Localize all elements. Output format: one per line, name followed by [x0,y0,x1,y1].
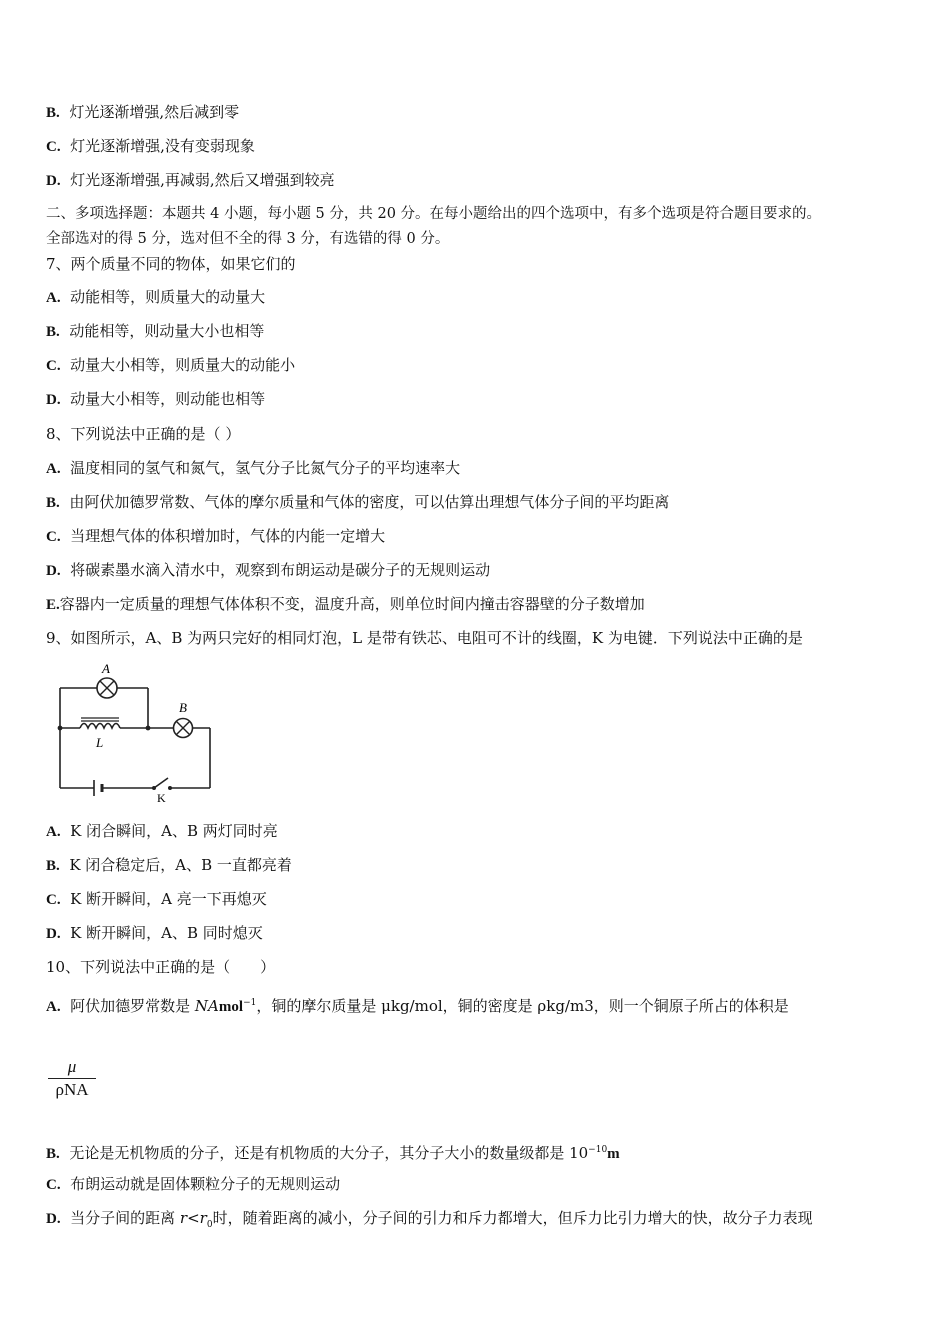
q10-option-c: C. 布朗运动就是固体颗粒分子的无规则运动 [46,1175,341,1193]
q6-option-c: C. 灯光逐渐增强,没有变弱现象 [46,137,255,155]
q9-option-d: D. K 断开瞬间，A、B 同时熄灭 [46,924,263,942]
volume-fraction [48,1058,96,1099]
q7-option-c: C. 动量大小相等，则质量大的动能小 [46,356,296,374]
q8-stem: 8、下列说法中正确的是（ ） [46,425,241,443]
q6-option-d: D. 灯光逐渐增强,再减弱,然后又增强到较亮 [46,171,335,189]
q9-stem: 9、如图所示，A、B 为两只完好的相同灯泡，L 是带有铁芯、电阻可不计的线圈，K 为电键．下列说法中正确的是 [46,629,803,647]
q7-option-b: B. 动能相等，则动量大小也相等 [46,322,265,340]
label-b: B [179,700,187,715]
q9-option-c: C. K 断开瞬间，A 亮一下再熄灭 [46,890,267,908]
q10-stem: 10、下列说法中正确的是（ ） [46,958,276,976]
q8-option-d: D. 将碳素墨水滴入清水中，观察到布朗运动是碳分子的无规则运动 [46,561,491,579]
fraction-bar [48,1078,96,1079]
fraction-numerator: μ [67,1057,77,1076]
label-a: A [102,661,110,676]
q10-option-b: B. 无论是无机物质的分子，还是有机物质的大分子，其分子大小的数量级都是 $10^{-10}m$ [46,1144,620,1162]
q10-option-d: D. 当分子间的距离 $r<r_0$时，随着距离的减小，分子间的引力和斥力都增大，但斥力比引力增大的快，故分子力表现 [46,1209,813,1230]
fraction-denominator: ρNA [55,1080,89,1099]
q8-option-c: C. 当理想气体的体积增加时，气体的内能一定增大 [46,527,386,545]
q8-option-a: A. 温度相同的氢气和氮气，氢气分子比氮气分子的平均速率大 [46,459,461,477]
q8-option-e: E.容器内一定质量的理想气体体积不变，温度升高，则单位时间内撞击容器壁的分子数增加 [46,595,645,613]
lamp-b-icon [174,719,193,738]
q9-option-a: A. K 闭合瞬间，A、B 两灯同时亮 [46,822,278,840]
q9-option-b: B. K 闭合稳定后，A、B 一直都亮着 [46,856,292,874]
section2-heading: 二、多项选择题：本题共 4 小题，每小题 5 分，共 20 分。在每小题给出的四个选项中，有多个选项是符合题目要求的。 [46,206,822,222]
q7-option-d: D. 动量大小相等，则动能也相等 [46,390,266,408]
section2-heading-line2: 全部选对的得 5 分，选对但不全的得 3 分，有选错的得 0 分。 [46,231,450,247]
q10-option-a: A. 阿伏加德罗常数是 NAmol$^{-1}$，铜的摩尔质量是 μkg/mol，铜的密度是 ρkg/m3，则一个铜原子所占的体积是 [46,997,789,1015]
q7-option-a: A. 动能相等，则质量大的动量大 [46,288,266,306]
q7-stem: 7、两个质量不同的物体，如果它们的 [46,255,296,273]
label-k: K [157,791,166,805]
circuit-diagram [50,660,220,805]
label-l: L [96,735,104,750]
lamp-a-icon [97,678,117,698]
q6-option-b: B. 灯光逐渐增强,然后减到零 [46,103,240,121]
q8-option-b: B. 由阿伏加德罗常数、气体的摩尔质量和气体的密度，可以估算出理想气体分子间的平均距离 [46,493,670,511]
